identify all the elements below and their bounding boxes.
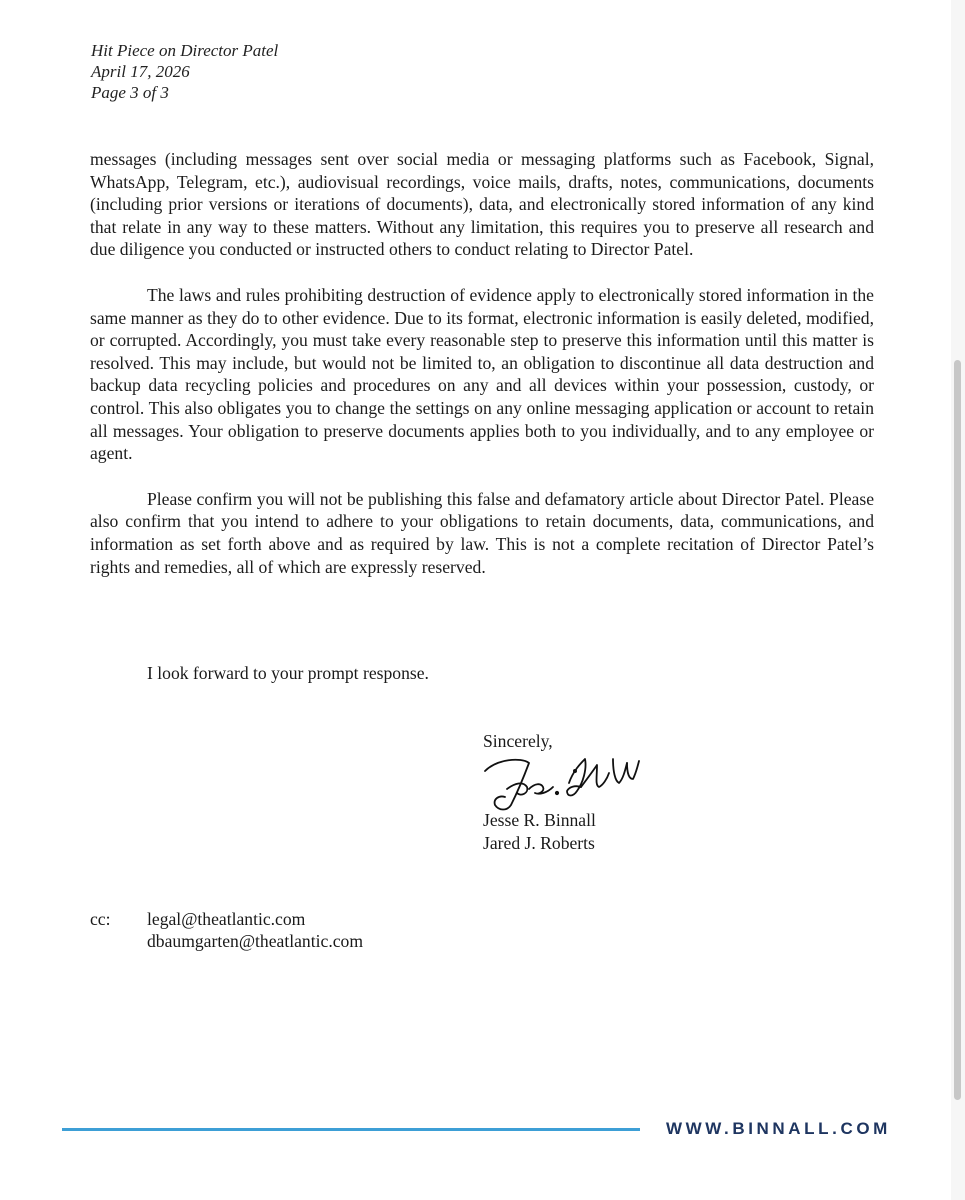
cc-recipient-list xyxy=(147,908,363,952)
closing-line: I look forward to your prompt response. xyxy=(147,663,429,683)
cc-recipient: dbaumgarten@theatlantic.com xyxy=(147,931,364,951)
signature-block xyxy=(483,730,647,855)
header-page-number: Page 3 of 3 xyxy=(91,83,169,102)
signer-name: Jared J. Roberts xyxy=(483,833,595,853)
cc-recipient: legal@theatlantic.com xyxy=(147,909,306,929)
footer-divider xyxy=(62,1128,640,1131)
header-subject: Hit Piece on Director Patel xyxy=(91,41,279,60)
paragraph-preservation-continued: messages (including messages sent over social media or messaging platforms such as Facebook, Signal, WhatsApp, Telegram, etc.), audiovisual recordings, voice mails, drafts, notes, communications, documents (including prior versions or iterations of documents), data, and electronically stored information of any kind that relate in any way to these matters. Without any limitation, this requires you to preserve all research and due diligence you conducted or instructed others to conduct relating to Director Patel. xyxy=(90,149,874,260)
scrollbar-thumb[interactable] xyxy=(954,360,961,1100)
cc-label: cc: xyxy=(90,909,111,929)
signer-name: Jesse R. Binnall xyxy=(483,810,596,830)
valediction: Sincerely, xyxy=(483,731,553,751)
signer-names xyxy=(483,809,647,855)
footer-website: WWW.BINNALL.COM xyxy=(666,1119,891,1138)
handwritten-signature xyxy=(477,749,647,815)
page-header xyxy=(91,40,278,103)
letter-body xyxy=(90,148,874,601)
header-date: April 17, 2026 xyxy=(91,62,190,81)
scrollbar-track[interactable] xyxy=(951,0,965,1200)
paragraph-electronic-evidence: The laws and rules prohibiting destruction of evidence apply to electronically stored information in the same manner as they do to other evidence. Due to its format, electronic information is easily deleted, modified, or corrupted. Accordingly, you must take every reasonable step to preserve this information until this matter is resolved. This may include, but would not be limited to, an obligation to discontinue all data destruction and backup data recycling policies and procedures on any and all devices within your possession, custody, or control. This also obligates you to change the settings on any online messaging application or account to retain all messages. Your obligation to preserve documents applies both to you individually, and to any employee or agent. xyxy=(90,284,874,464)
paragraph-confirmation-request: Please confirm you will not be publishing this false and defamatory article about Director Patel. Please also confirm that you intend to adhere to your obligations to retain documents, data, communications, and information as set forth above and as required by law. This is not a complete recitation of Director Patel’s rights and remedies, all of which are expressly reserved. xyxy=(90,488,874,577)
